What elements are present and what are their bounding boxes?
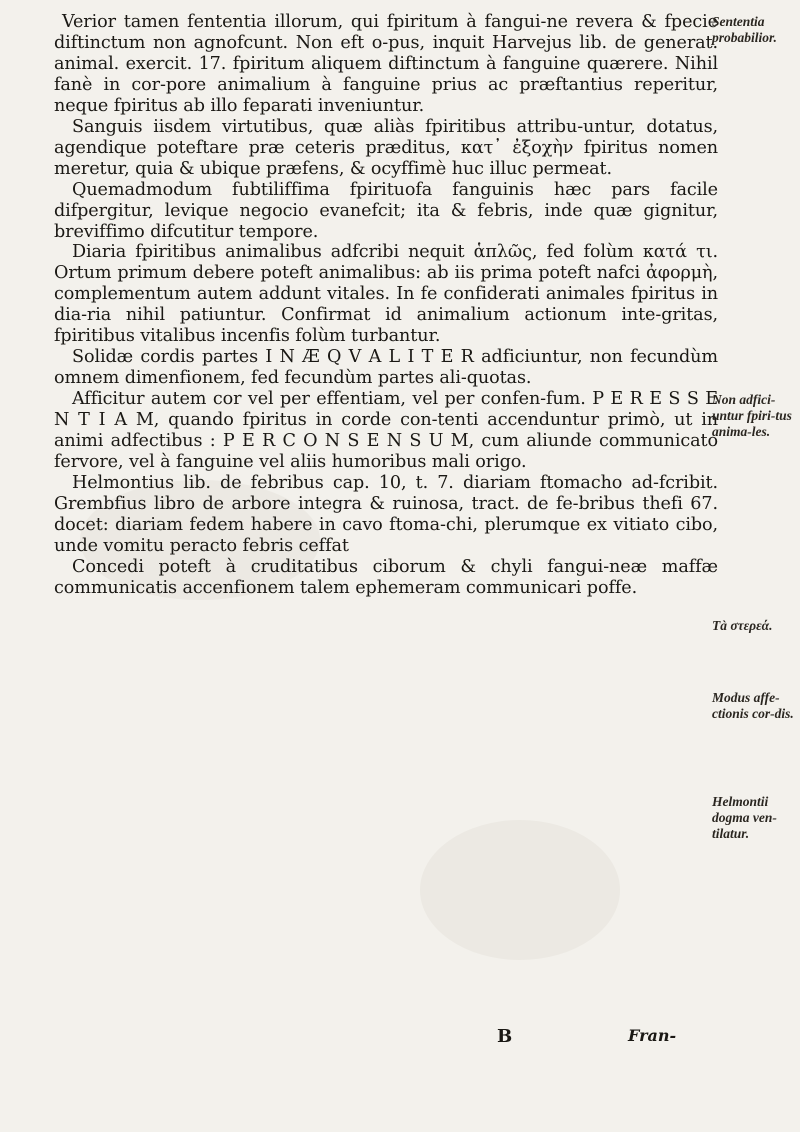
paragraph: Afficitur autem cor vel per effentiam, vel per confen-fum. P E R E S S E N T I A M, quando fpiritus in corde con-tenti accenduntur primò, ut in animi adfectibus : P E R C O N S E N S U M, cum aliunde communicato fervore, vel à fanguine vel aliis humoribus mali origo. (54, 389, 718, 473)
margin-note-non-adficiuntur: Non adfici-untur fpiri-tus anima-les. (712, 392, 792, 439)
margin-note-modus-affectionis: Modus affe-ctionis cor-dis. (712, 690, 794, 721)
margin-note-helmontii: Helmontii dogma ven-tilatur. (712, 794, 777, 841)
signature-mark: B (497, 1026, 513, 1047)
paragraph: Solidæ cordis partes I N Æ Q V A L I T E R adficiuntur, non fecundùm omnem dimenfionem, fed fecundùm partes ali-quotas. (54, 347, 718, 389)
paragraph: Helmontius lib. de febribus cap. 10, t. 7. diariam ftomacho ad-fcribit. Grembfius libro de arbore integra & ruinosa, tract. de fe-bribus thefi 67. docet: diariam fedem habere in cavo ftoma-chi, plerumque ex vitiato cibo, unde vomitu peracto febris ceffat (54, 472, 718, 556)
catchword: Fran- (628, 1026, 677, 1045)
paragraph: Concedi poteft à cruditatibus ciborum & chyli fangui-neæ maffæ communicatis accenfionem talem ephemeram communicari poffe. (54, 556, 718, 598)
margin-note-ta-sterea: Tà στερεά. (712, 618, 773, 633)
page-stain (420, 820, 620, 960)
margin-note-sententia: Sententia probabilior. (712, 14, 777, 45)
paragraph: Quemadmodum fubtiliffima fpirituofa fanguinis hæc pars facile difpergitur, levique negocio evanefcit; ita & febris, inde quæ gignitur, breviffimo difcutitur tempore. (54, 179, 718, 242)
paragraph: Diaria fpiritibus animalibus adfcribi nequit ἁπλῶς, fed folùm κατά τι. Ortum primum debere poteft animalibus: ab iis prima poteft nafci ἀφορμὴ, complementum autem addunt vitales. In fe confiderati animales fpiritus in dia-ria nihil patiuntur. Confirmat id animalium actionum inte-gritas, fpiritibus vitalibus incenfis folùm turbantur. (54, 242, 718, 347)
paragraph: Sanguis iisdem virtutibus, quæ aliàs fpiritibus attribu-untur, dotatus, agendique poteftare præ ceteris præditus, κατ᾿ ἐξοχὴν fpiritus nomen meretur, quia & ubique præfens, & ocyffimè huc illuc permeat. (54, 116, 718, 179)
paragraph: Verior tamen fententia illorum, qui fpiritum à fangui-ne revera & fpecie diftinctum non agnofcunt. Non eft o-pus, inquit Harvejus lib. de generat. animal. exercit. 17. fpiritum aliquem diftinctum à fanguine quærere. Nihil fanè in cor-pore animalium à fanguine prius ac præftantius reperitur, neque fpiritus ab illo feparati inveniuntur. (54, 12, 718, 116)
main-text-column (54, 12, 718, 599)
